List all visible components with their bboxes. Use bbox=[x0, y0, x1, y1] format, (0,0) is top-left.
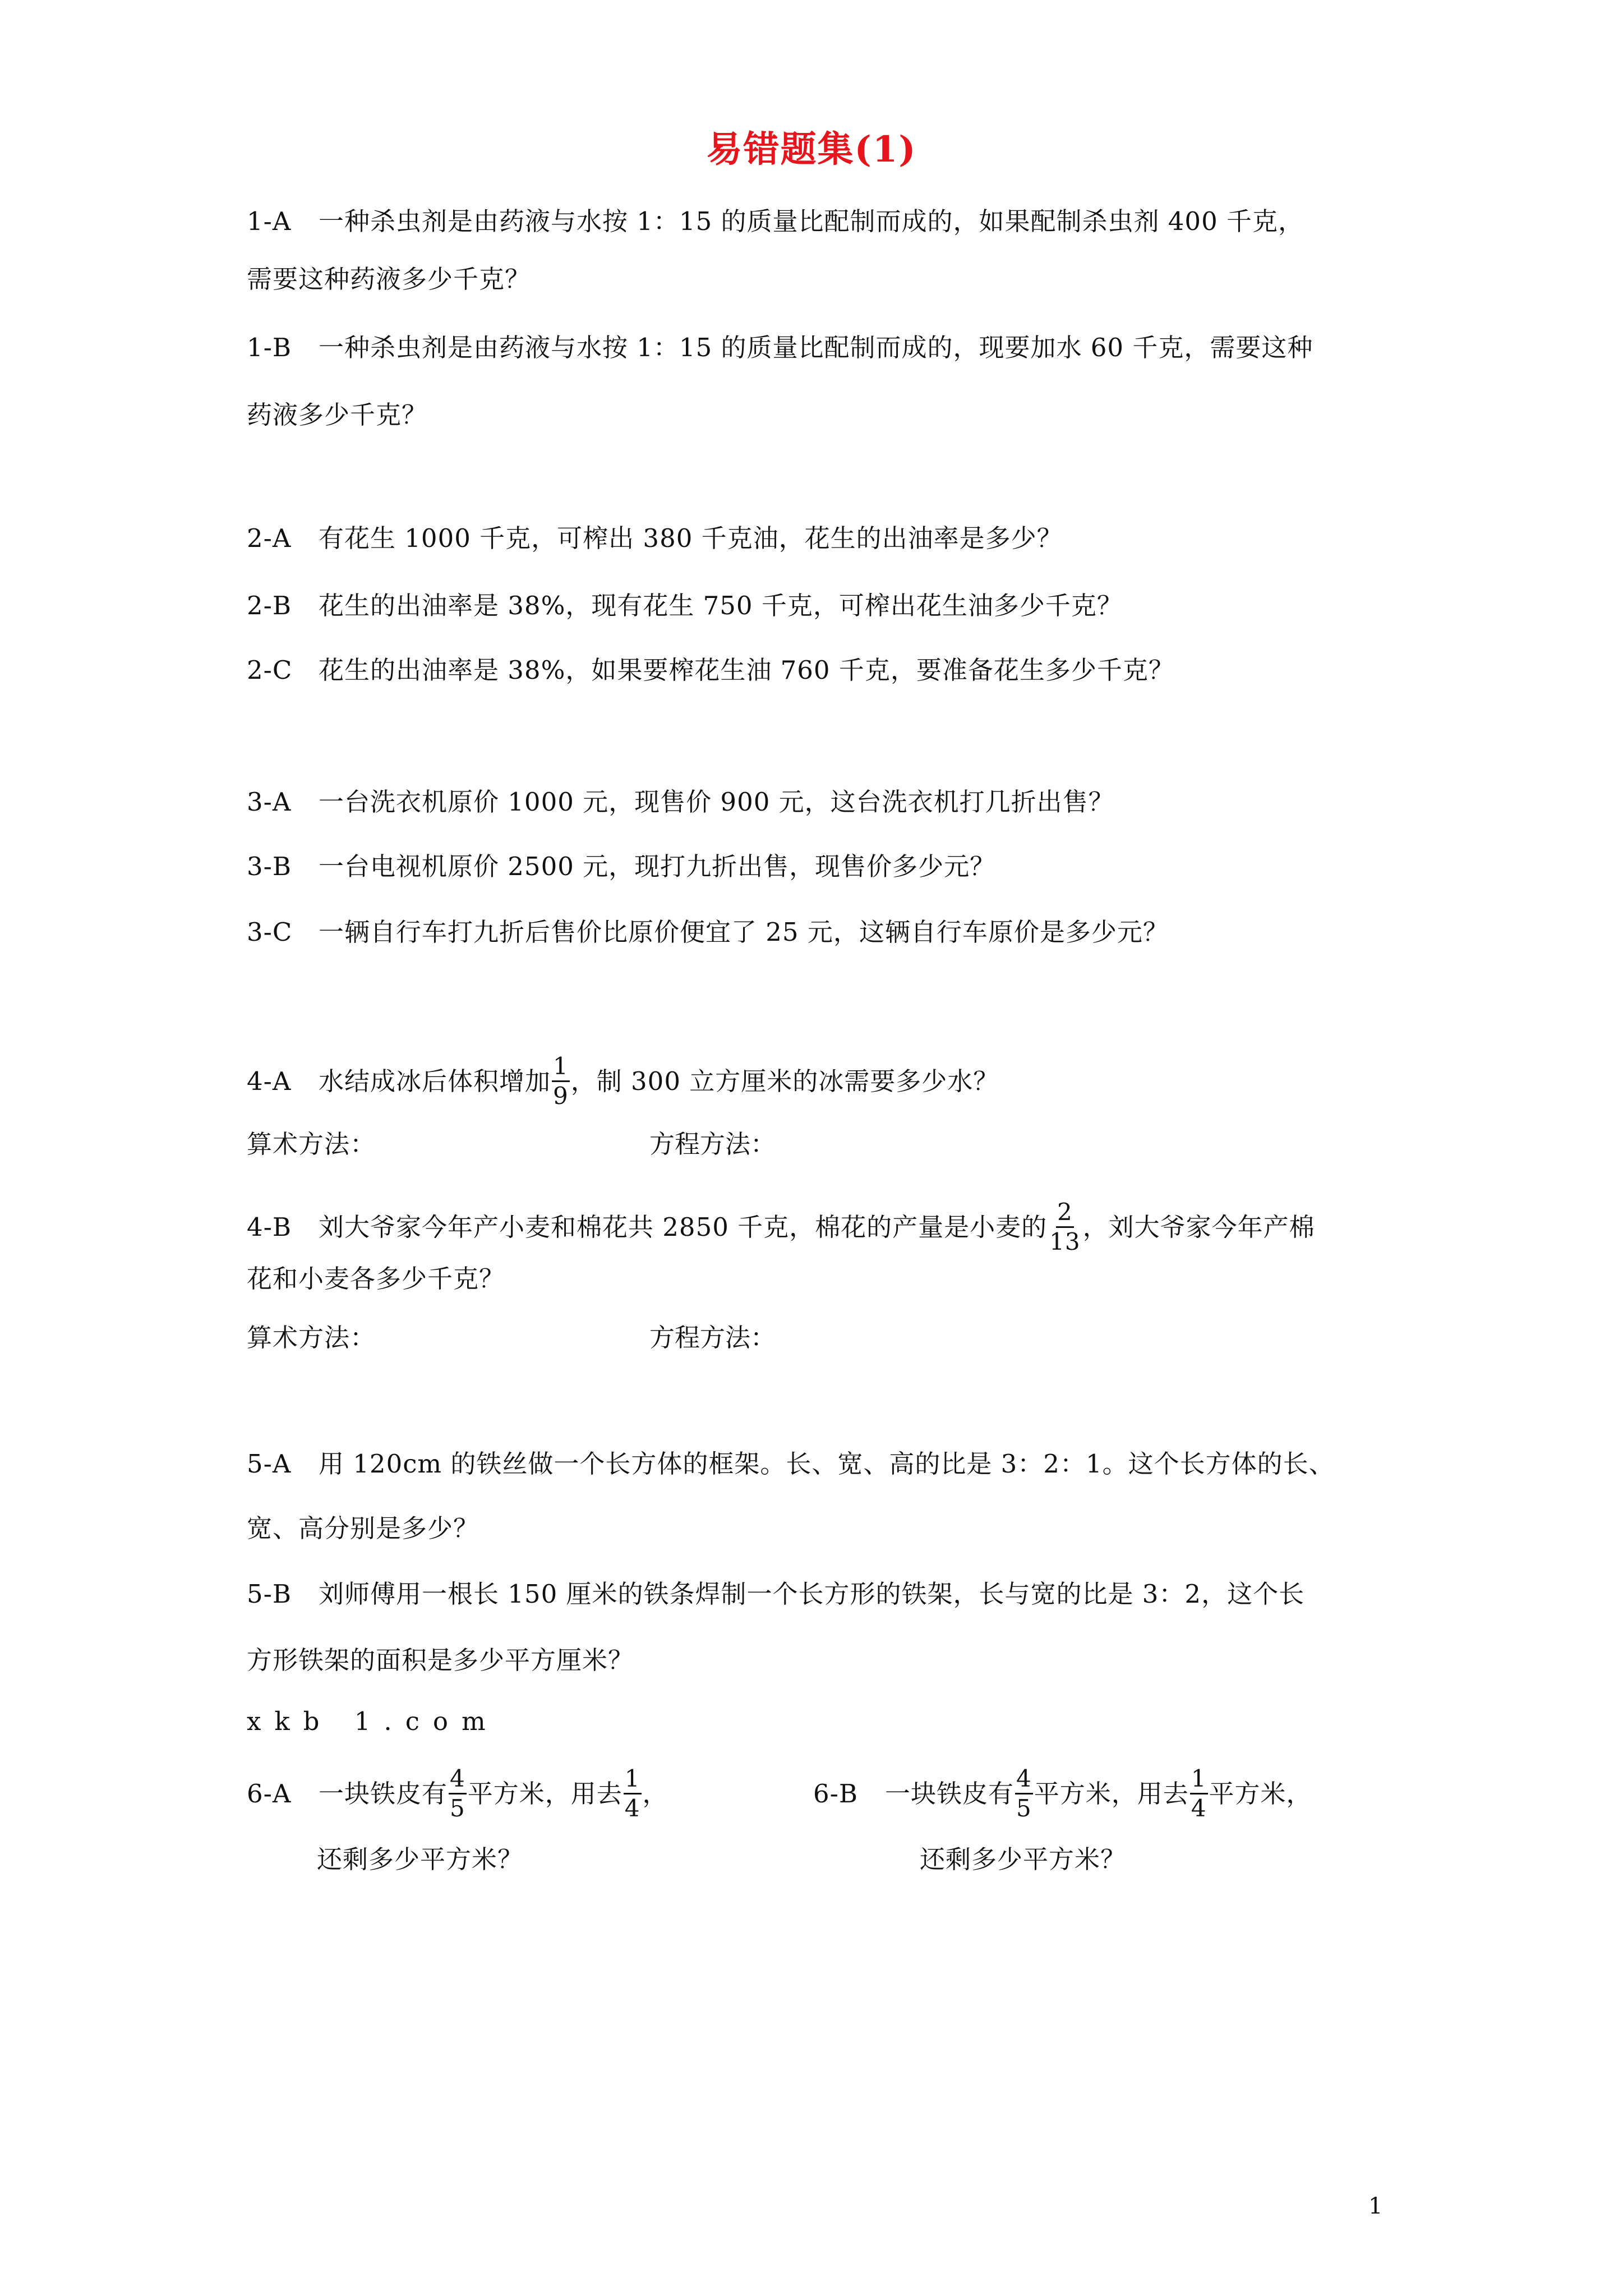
question-text: 有花生 1000 千克，可榨出 380 千克油，花生的出油率是多少？ bbox=[319, 523, 1063, 553]
fraction bbox=[624, 1765, 642, 1823]
question-text: 一台洗衣机原价 1000 元，现售价 900 元，这台洗衣机打几折出售？ bbox=[319, 787, 1114, 817]
question-text-after: ， bbox=[642, 1779, 668, 1809]
question-1b-line1 bbox=[247, 331, 1313, 365]
question-6b-line1 bbox=[813, 1767, 1312, 1825]
question-5b-line1 bbox=[247, 1577, 1304, 1611]
question-3b bbox=[247, 850, 995, 884]
question-1b-line2: 药液多少千克？ bbox=[247, 400, 428, 430]
fraction bbox=[1015, 1765, 1033, 1823]
question-number: 3-C bbox=[247, 917, 293, 947]
question-4a bbox=[247, 1052, 999, 1112]
question-text-mid: 平方米，用去 bbox=[1034, 1779, 1189, 1809]
fraction bbox=[1190, 1765, 1208, 1823]
fraction bbox=[449, 1765, 467, 1823]
question-number: 1-A bbox=[247, 206, 292, 236]
question-number: 4-B bbox=[247, 1212, 292, 1242]
question-text: 一种杀虫剂是由药液与水按 1：15 的质量比配制而成的，如果配制杀虫剂 400 千克， bbox=[319, 206, 1304, 236]
fraction-denominator: 9 bbox=[553, 1082, 569, 1110]
question-text-mid: 平方米，用去 bbox=[467, 1779, 623, 1809]
question-text: 一辆自行车打九折后售价比原价便宜了 25 元，这辆自行车原价是多少元？ bbox=[319, 917, 1169, 947]
fraction-denominator: 5 bbox=[450, 1795, 465, 1822]
question-text-before: 水结成冰后体积增加 bbox=[319, 1066, 551, 1096]
question-text-before: 一块铁皮有 bbox=[885, 1779, 1015, 1809]
question-2a bbox=[247, 522, 1063, 555]
question-text-before: 刘大爷家今年产小麦和棉花共 2850 千克，棉花的产量是小麦的 bbox=[319, 1212, 1048, 1242]
question-5b-line2: 方形铁架的面积是多少平方厘米？ bbox=[247, 1645, 634, 1675]
fraction bbox=[1048, 1198, 1081, 1256]
fraction-numerator: 2 bbox=[1056, 1198, 1074, 1228]
page-number: 1 bbox=[1368, 2193, 1383, 2219]
page-title: 易错题集(1) bbox=[706, 128, 917, 171]
question-number: 3-A bbox=[247, 787, 292, 817]
question-number: 5-B bbox=[247, 1579, 292, 1609]
question-text: 一种杀虫剂是由药液与水按 1：15 的质量比配制而成的，现要加水 60 千克，需要这种 bbox=[319, 333, 1313, 362]
method-eq-label: 方程方法： bbox=[649, 1323, 776, 1352]
question-2c bbox=[247, 654, 1174, 687]
question-number: 5-A bbox=[247, 1449, 292, 1479]
question-number: 2-A bbox=[247, 523, 292, 553]
fraction-denominator: 4 bbox=[1191, 1795, 1207, 1822]
question-1a-line1 bbox=[247, 205, 1304, 238]
question-3c bbox=[247, 915, 1169, 949]
question-text-after: ，刘大爷家今年产棉 bbox=[1082, 1212, 1315, 1242]
fraction-denominator: 13 bbox=[1049, 1228, 1081, 1255]
fraction-denominator: 5 bbox=[1016, 1795, 1032, 1822]
question-4b-line2: 花和小麦各多少千克？ bbox=[247, 1264, 505, 1294]
question-3a bbox=[247, 785, 1114, 819]
question-2b bbox=[247, 589, 1123, 623]
question-text: 花生的出油率是 38%，如果要榨花生油 760 千克，要准备花生多少千克？ bbox=[319, 655, 1174, 685]
question-1a-line2: 需要这种药液多少千克？ bbox=[247, 264, 531, 294]
question-text: 一台电视机原价 2500 元，现打九折出售，现售价多少元？ bbox=[319, 852, 996, 881]
question-number: 6-B bbox=[813, 1779, 858, 1809]
question-number: 2-B bbox=[247, 591, 292, 620]
question-text: 刘师傅用一根长 150 厘米的铁条焊制一个长方形的铁架，长与宽的比是 3：2，这个长 bbox=[319, 1579, 1305, 1609]
site-watermark: xkb 1.com bbox=[247, 1706, 499, 1736]
question-text-before: 一块铁皮有 bbox=[319, 1779, 448, 1809]
question-number: 3-B bbox=[247, 852, 292, 881]
question-6a-line1 bbox=[247, 1767, 668, 1825]
method-arith-label: 算术方法： bbox=[247, 1323, 376, 1352]
question-5a-line1 bbox=[247, 1447, 1335, 1481]
question-4b-line1 bbox=[247, 1200, 1315, 1258]
question-text-after: ，制 300 立方厘米的冰需要多少水？ bbox=[570, 1066, 999, 1096]
fraction bbox=[552, 1052, 570, 1110]
method-eq-label: 方程方法： bbox=[649, 1129, 776, 1159]
question-number: 4-A bbox=[247, 1066, 292, 1096]
question-text: 用 120cm 的铁丝做一个长方体的框架。长、宽、高的比是 3：2：1。这个长方体的长、 bbox=[319, 1449, 1335, 1479]
question-text: 花生的出油率是 38%，现有花生 750 千克，可榨出花生油多少千克？ bbox=[319, 591, 1123, 620]
method-arith-label: 算术方法： bbox=[247, 1129, 376, 1159]
question-number: 6-A bbox=[247, 1779, 292, 1809]
fraction-numerator: 1 bbox=[552, 1052, 570, 1082]
fraction-numerator: 4 bbox=[449, 1765, 467, 1795]
fraction-numerator: 4 bbox=[1015, 1765, 1033, 1795]
question-5a-line2: 宽、高分别是多少？ bbox=[247, 1513, 479, 1543]
question-6b-line2: 还剩多少平方米？ bbox=[920, 1844, 1127, 1874]
question-number: 1-B bbox=[247, 333, 292, 362]
question-text-after: 平方米， bbox=[1209, 1779, 1312, 1809]
fraction-denominator: 4 bbox=[624, 1795, 640, 1822]
fraction-numerator: 1 bbox=[1190, 1765, 1208, 1795]
question-6a-line2: 还剩多少平方米？ bbox=[317, 1844, 524, 1874]
fraction-numerator: 1 bbox=[624, 1765, 642, 1795]
question-number: 2-C bbox=[247, 655, 293, 685]
